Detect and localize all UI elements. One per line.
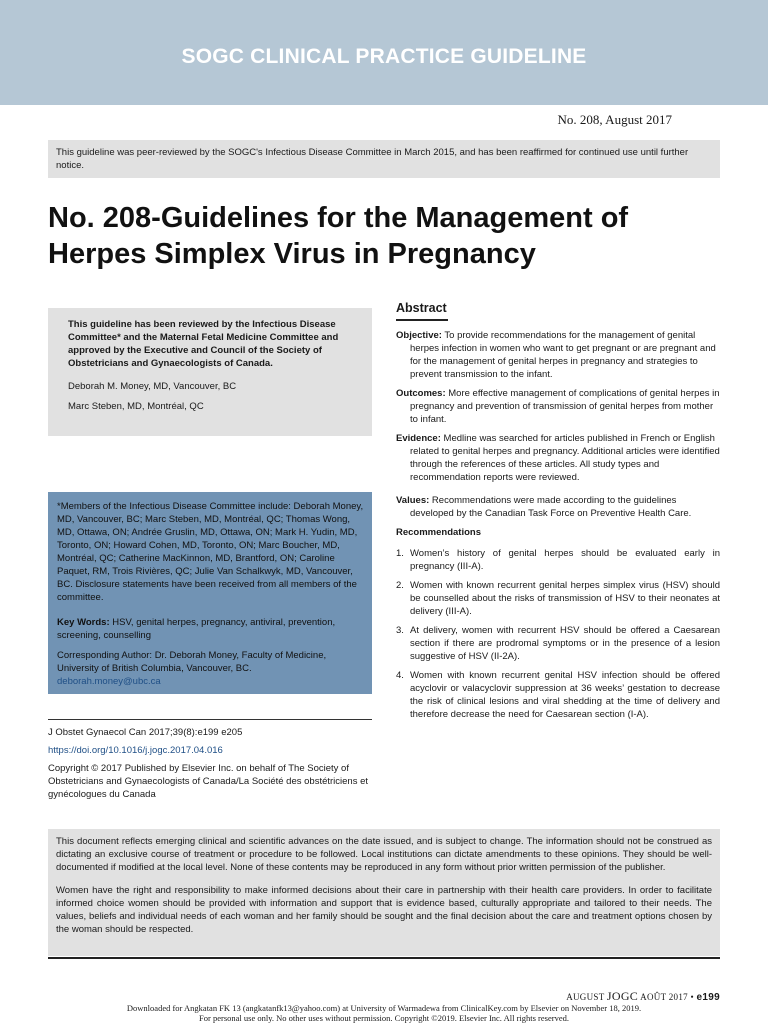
article-title xyxy=(48,200,748,272)
abstract-heading-rule xyxy=(396,319,448,321)
download-notice-line-2: For personal use only. No other uses without permission. Copyright ©2019. Elsevier Inc. All rights reserved. xyxy=(199,1013,569,1023)
recommendation-text: Women with known recurrent genital herpes simplex virus (HSV) should be counselled about the risks of transmission of HSV to their neonates at delivery (III-A). xyxy=(410,579,720,617)
values-text: Recommendations were made according to the guidelines developed by the Canadian Task Force on Preventive Health Care. xyxy=(410,494,692,519)
disclaimer-paragraph-2: Women have the right and responsibility to make informed decisions about their care in partnership with their health care providers. In order to facilitate informed choice women should be provided with information and support that is evidence based, culturally appropriate and tailored to their needs. The values, beliefs and individual needs of each woman and her family should be sought and the final decision about the care and treatment options chosen by the woman should be respected. xyxy=(56,885,712,935)
footer-month-fr: AOÛT 2017 xyxy=(640,992,688,1002)
peer-review-notice: This guideline was peer-reviewed by the SOGC's Infectious Disease Committee in March 2015, and has been reaffirmed for continued use until further notice. xyxy=(48,140,720,178)
review-committee-box xyxy=(48,308,372,436)
doi-link[interactable]: https://doi.org/10.1016/j.jogc.2017.04.016 xyxy=(48,745,223,756)
journal-footer xyxy=(566,989,720,1004)
issue-line: No. 208, August 2017 xyxy=(557,112,672,127)
recommendation-number: 2. xyxy=(396,579,404,591)
journal-citation: J Obstet Gynaecol Can 2017;39(8):e199 e205 xyxy=(48,727,243,738)
recommendation-number: 3. xyxy=(396,624,404,636)
title-line-2: Herpes Simplex Virus in Pregnancy xyxy=(48,238,536,270)
recommendation-item xyxy=(396,579,720,618)
abstract-values xyxy=(396,494,720,520)
download-notice-line-1: Downloaded for Angkatan FK 13 (angkatanfk13@yahoo.com) at University of Warmadewa from ClinicalKey.com by Elsevier on November 18, 2019. xyxy=(126,1003,642,1013)
page-number: e199 xyxy=(696,992,720,1003)
recommendation-number: 4. xyxy=(396,669,404,681)
evidence-label: Evidence: xyxy=(396,432,441,444)
header-banner xyxy=(0,0,768,105)
corresponding-author-text: Corresponding Author: Dr. Deborah Money, Faculty of Medicine, University of British Columbia, Vancouver, BC. xyxy=(57,650,327,674)
keywords-text: HSV, genital herpes, pregnancy, antiviral, prevention, screening, counselling xyxy=(57,617,336,641)
abstract-outcomes xyxy=(396,387,720,426)
disclaimer-paragraph-1: This document reflects emerging clinical and scientific advances on the date issued, and is subject to change. The information should not be construed as dictating an exclusive course of treatment or procedure to be followed. Local institutions can dictate amendments to these opinions. They should be well-documented if modified at the local level. None of these contents may be reproduced in any form without prior written permission of the publisher. xyxy=(56,836,712,873)
reviewed-by-text: This guideline has been reviewed by the Infectious Disease Committee* and the Maternal Fetal Medicine Committee and approved by the Executive and Council of the Society of Obstetricians and Gynaecologists of Canada. xyxy=(68,319,339,369)
recommendations-heading: Recommendations xyxy=(396,526,481,538)
keywords-label: Key Words: xyxy=(57,617,110,628)
values-label: Values: xyxy=(396,494,430,506)
outcomes-text: More effective management of complications of genital herpes in pregnancy and prevention of transmission of genital herpes from mother to infant. xyxy=(410,387,720,425)
recommendation-item xyxy=(396,669,720,721)
recommendation-item xyxy=(396,624,720,663)
footer-journal-name: JOGC xyxy=(606,989,639,1003)
footer-bullet: • xyxy=(690,992,694,1002)
outcomes-label: Outcomes: xyxy=(396,387,446,399)
author-email-link[interactable]: deborah.money@ubc.ca xyxy=(57,676,161,687)
objective-label: Objective: xyxy=(396,329,442,341)
abstract-evidence xyxy=(396,432,720,484)
title-line-1: No. 208-Guidelines for the Management of xyxy=(48,202,629,234)
committee-info-box xyxy=(48,492,372,694)
recommendation-text: At delivery, women with recurrent HSV should be offered a Caesarean section if there are prodromal symptoms or in the presence of a lesion suggestive of HSV (II-2A). xyxy=(410,624,720,662)
citation-divider xyxy=(48,719,372,720)
committee-members-text: *Members of the Infectious Disease Committee include: Deborah Money, MD, Vancouver, BC; Marc Steben, MD, Montréal, QC; Thomas Wong, MD, Ottawa, ON; Andrée Gruslin, MD, Ottawa, ON; Mark H. Yudin, MD, Toronto, ON; Howard Cohen, MD, Toronto, ON; Marc Boucher, MD, Montréal, QC; Catherine MacKinnon, MD, Brantford, ON; Caroline Paquet, RM, Trois Rivières, QC; Julie Van Schalkwyk, MD, Vancouver, BC. Disclosure statements have been received from all members of the committee. xyxy=(57,501,364,603)
banner-title: SOGC CLINICAL PRACTICE GUIDELINE xyxy=(181,45,587,68)
corresponding-author xyxy=(57,649,364,688)
keywords xyxy=(57,616,364,642)
recommendation-text: Women’s history of genital herpes should be evaluated early in pregnancy (III-A). xyxy=(410,547,720,572)
footer-month-en: AUGUST xyxy=(566,992,605,1002)
recommendation-number: 1. xyxy=(396,547,404,559)
citation-block xyxy=(48,726,374,806)
author-1: Deborah M. Money, MD, Vancouver, BC xyxy=(68,381,237,392)
author-2: Marc Steben, MD, Montréal, QC xyxy=(68,401,204,412)
disclaimer-box xyxy=(48,829,720,956)
footer-divider xyxy=(48,957,720,959)
recommendation-item xyxy=(396,547,720,573)
abstract-column xyxy=(396,302,720,727)
download-notice xyxy=(0,1003,768,1023)
recommendation-text: Women with known recurrent genital HSV infection should be offered acyclovir or valacyclovir suppression at 36 weeks’ gestation to decrease the risk of clinical lesions and viral shedding at the time of delivery and therefore decrease the need for Caesarean section (I-A). xyxy=(410,669,720,720)
abstract-heading: Abstract xyxy=(396,301,447,315)
abstract-objective xyxy=(396,329,720,381)
objective-text: To provide recommendations for the management of genital herpes infection in women who want to get pregnant or are pregnant and for the management of genital herpes in pregnancy and strategies to prevent transmission to the infant. xyxy=(410,329,716,380)
copyright-text: Copyright © 2017 Published by Elsevier Inc. on behalf of The Society of Obstetricians and Gynaecologists of Canada/La Société des obstétriciens et gynécologues du Canada xyxy=(48,763,369,800)
evidence-text: Medline was searched for articles published in French or English related to genital herpes and pregnancy. Additional articles were identified through the references of these articles. All study types and recommendation reports were reviewed. xyxy=(410,432,720,483)
